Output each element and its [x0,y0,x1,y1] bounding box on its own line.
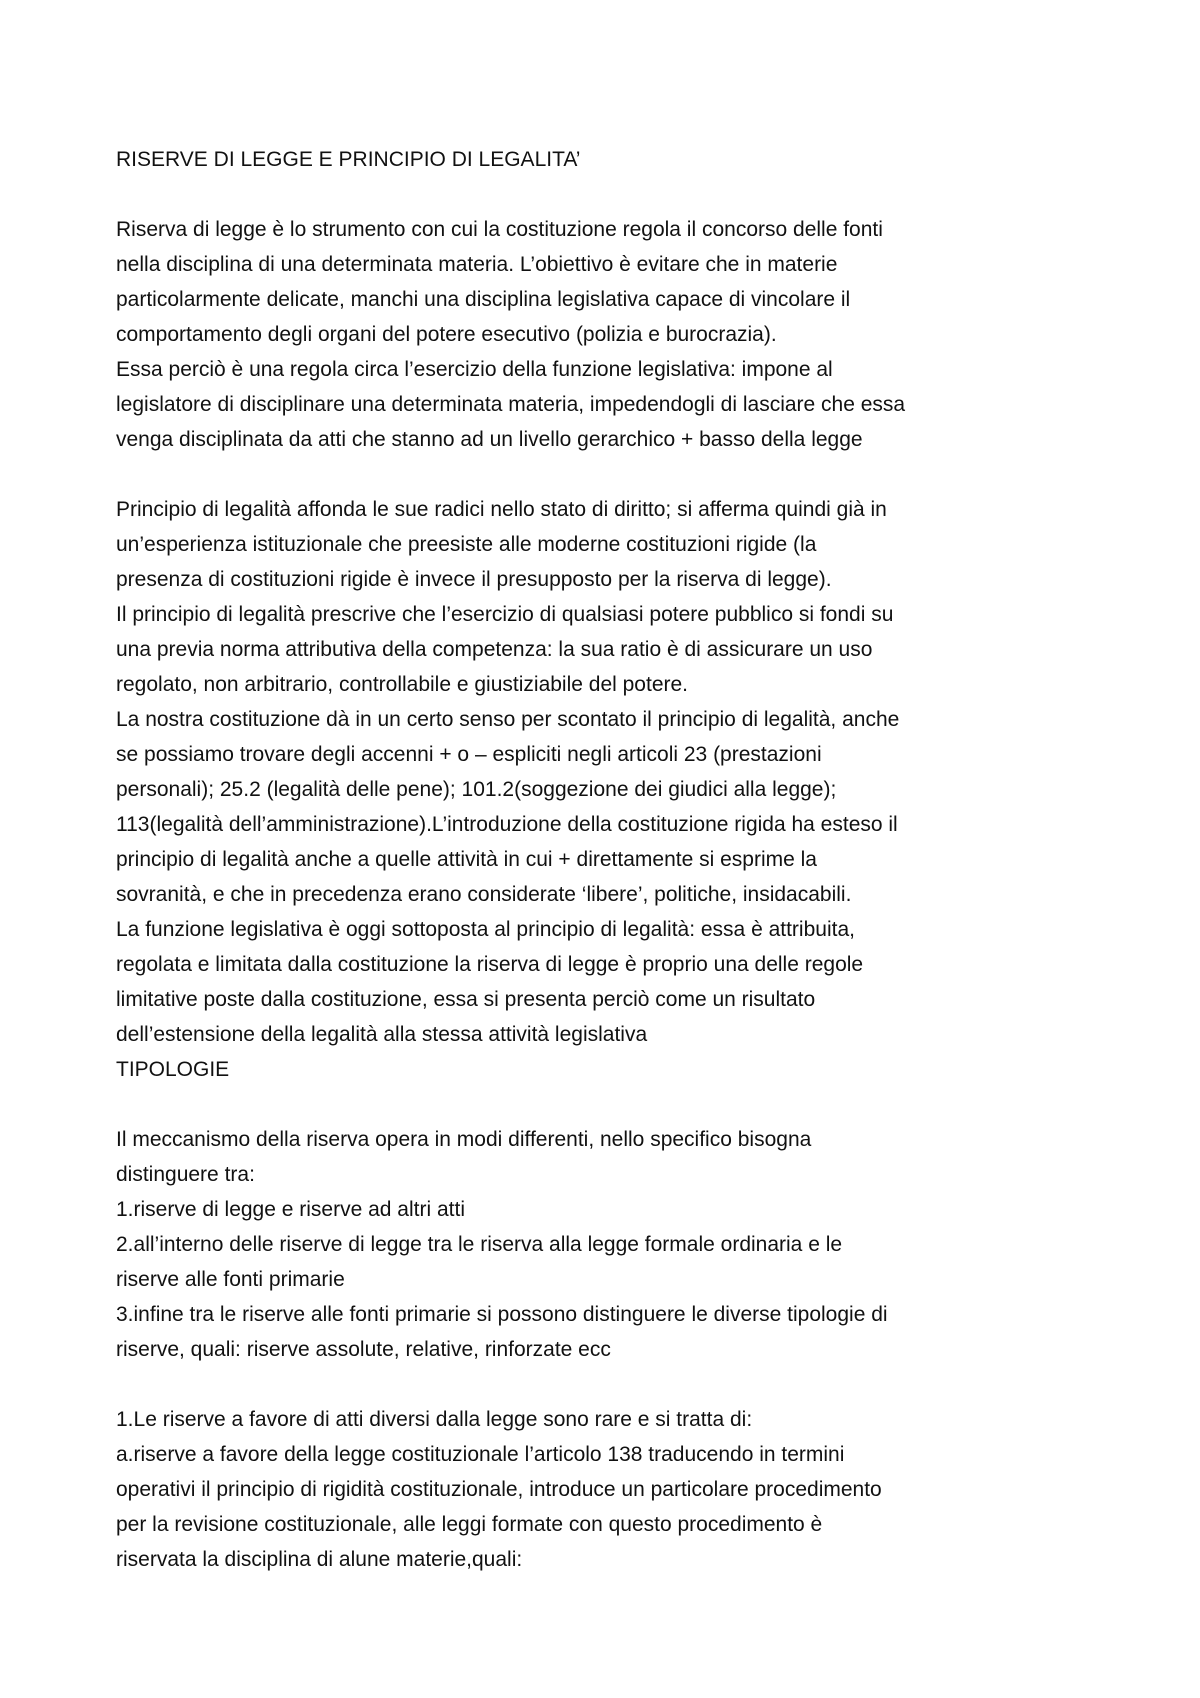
list-item: 1.Le riserve a favore di atti diversi dalla legge sono rare e si tratta di: [116,1408,753,1431]
paragraph-riserva-di-legge [116,212,1126,457]
list-item: 3.infine tra le riserve alle fonti primarie si possono distinguere le diverse tipologie di [116,1303,888,1326]
paragraph-tipologie [116,1122,1126,1367]
text-line: nella disciplina di una determinata materia. L’obiettivo è evitare che in materie [116,253,838,276]
text-line: un’esperienza istituzionale che preesiste alle moderne costituzioni rigide (la [116,533,817,556]
text-line: La funzione legislativa è oggi sottoposta al principio di legalità: essa è attribuita, [116,918,855,941]
blank-line [116,1087,1126,1122]
text-line: dell’estensione della legalità alla stessa attività legislativa [116,1023,648,1046]
document-title: RISERVE DI LEGGE E PRINCIPIO DI LEGALITA’ [116,148,581,171]
blank-line [116,1367,1126,1402]
text-line: personali); 25.2 (legalità delle pene); 101.2(soggezione dei giudici alla legge); [116,778,837,801]
list-item: a.riserve a favore della legge costituzionale l’articolo 138 traducendo in termini [116,1443,845,1466]
section-heading-tipologie: TIPOLOGIE [116,1058,230,1081]
text-line: riservata la disciplina di alune materie,quali: [116,1548,523,1571]
text-line: distinguere tra: [116,1163,255,1186]
text-line: particolarmente delicate, manchi una disciplina legislativa capace di vincolare il [116,288,851,311]
text-line: Il meccanismo della riserva opera in modi differenti, nello specifico bisogna [116,1128,812,1151]
document-body [116,142,1126,1577]
text-line: Riserva di legge è lo strumento con cui la costituzione regola il concorso delle fonti [116,218,883,241]
text-line: Essa perciò è una regola circa l’esercizio della funzione legislativa: impone al [116,358,833,381]
text-line: operativi il principio di rigidità costituzionale, introduce un particolare procedimento [116,1478,882,1501]
text-line: legislatore di disciplinare una determinata materia, impedendogli di lasciare che essa [116,393,906,416]
blank-line [116,177,1126,212]
text-line: riserve, quali: riserve assolute, relative, rinforzate ecc [116,1338,611,1361]
list-item: 2.all’interno delle riserve di legge tra le riserva alla legge formale ordinaria e le [116,1233,843,1256]
blank-line [116,457,1126,492]
text-line: Il principio di legalità prescrive che l’esercizio di qualsiasi potere pubblico si fondi su [116,603,894,626]
text-line: comportamento degli organi del potere esecutivo (polizia e burocrazia). [116,323,777,346]
text-line: presenza di costituzioni rigide è invece il presupposto per la riserva di legge). [116,568,832,591]
text-line: 113(legalità dell’amministrazione).L’introduzione della costituzione rigida ha esteso il [116,813,898,836]
list-item: 1.riserve di legge e riserve ad altri atti [116,1198,465,1221]
text-line: principio di legalità anche a quelle attività in cui + direttamente si esprime la [116,848,817,871]
text-line: regolato, non arbitrario, controllabile e giustiziabile del potere. [116,673,689,696]
paragraph-principio-di-legalita [116,492,1126,1052]
text-line: La nostra costituzione dà in un certo senso per scontato il principio di legalità, anche [116,708,900,731]
text-line: limitative poste dalla costituzione, essa si presenta perciò come un risultato [116,988,816,1011]
text-line: riserve alle fonti primarie [116,1268,345,1291]
text-line: se possiamo trovare degli accenni + o – espliciti negli articoli 23 (prestazioni [116,743,822,766]
text-line: sovranità, e che in precedenza erano considerate ‘libere’, politiche, insidacabili. [116,883,852,906]
text-line: per la revisione costituzionale, alle leggi formate con questo procedimento è [116,1513,823,1536]
text-line: venga disciplinata da atti che stanno ad un livello gerarchico + basso della legge [116,428,863,451]
paragraph-riserve-atti-diversi [116,1402,1126,1577]
text-line: Principio di legalità affonda le sue radici nello stato di diritto; si afferma quindi già in [116,498,887,521]
text-line: una previa norma attributiva della competenza: la sua ratio è di assicurare un uso [116,638,873,661]
text-line: regolata e limitata dalla costituzione la riserva di legge è proprio una delle regole [116,953,864,976]
